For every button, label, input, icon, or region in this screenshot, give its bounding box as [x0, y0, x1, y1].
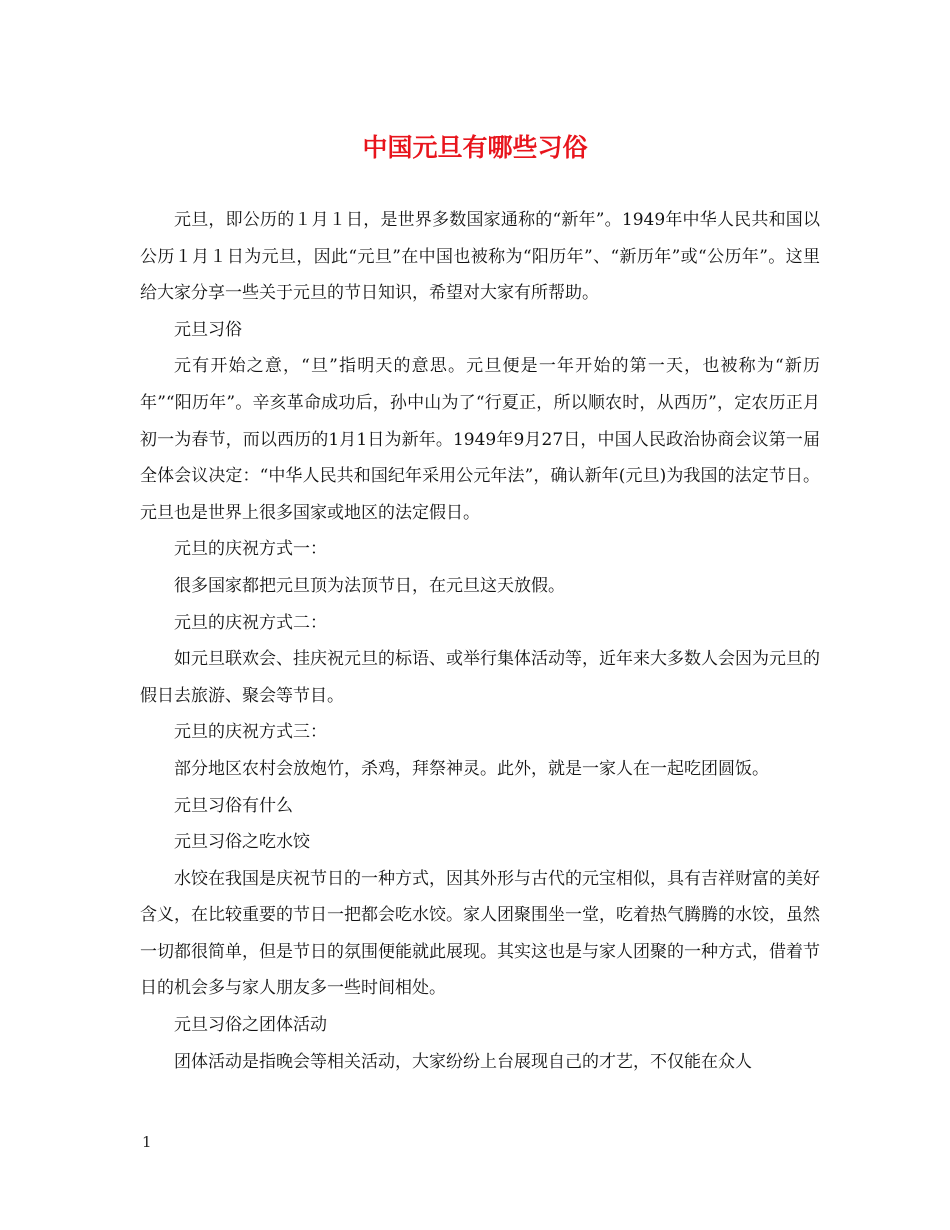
document-title: 中国元旦有哪些习俗: [362, 133, 588, 162]
heading-group-activities: 元旦习俗之团体活动: [174, 1015, 327, 1036]
heading-celebration-three: 元旦的庆祝方式三：: [174, 722, 327, 743]
heading-celebration-one: 元旦的庆祝方式一：: [174, 539, 327, 560]
heading-celebration-two: 元旦的庆祝方式二：: [174, 612, 327, 633]
paragraph-dumplings: 水饺在我国是庆祝节日的一种方式，因其外形与古代的元宝相似，具有吉祥财富的美好含义，在比较重要的节日一把都会吃水饺。家人团聚围坐一堂，吃着热气腾腾的水饺，虽然一切都很简单，但是节日的氛围便能就此展现。其实这也是与家人团聚的一种方式，借着节日的机会多与家人朋友多一些时间相处。: [140, 868, 820, 999]
paragraph-intro: 元旦，即公历的１月１日，是世界多数国家通称的“新年”。1949年中华人民共和国以公历１月１日为元旦，因此“元旦”在中国也被称为“阳历年”、“新历年”或“公历年”。这里给大家分享一些关于元旦的节日知识，希望对大家有所帮助。: [140, 210, 820, 304]
paragraph-origin: 元有开始之意，“旦”指明天的意思。元旦便是一年开始的第一天，也被称为“新历年”“阳历年”。辛亥革命成功后，孙中山为了“行夏正，所以顺农时，从西历”，定农历正月初一为春节，而以西历的1月1日为新年。1949年9月27日，中国人民政治协商会议第一届全体会议决定：“中华人民共和国纪年采用公元年法”，确认新年(元旦)为我国的法定节日。元旦也是世界上很多国家或地区的法定假日。: [140, 356, 820, 523]
heading-dumplings: 元旦习俗之吃水饺: [174, 832, 310, 853]
paragraph-celebration-one: 很多国家都把元旦顶为法顶节日，在元旦这天放假。: [174, 575, 565, 596]
paragraph-celebration-three: 部分地区农村会放炮竹，杀鸡，拜祭神灵。此外，就是一家人在一起吃团圆饭。: [174, 758, 769, 779]
page-number: 1: [142, 1133, 152, 1151]
paragraph-celebration-two: 如元旦联欢会、挂庆祝元旦的标语、或举行集体活动等，近年来大多数人会因为元旦的假日去旅游、聚会等节目。: [140, 649, 820, 706]
paragraph-group-activities: 团体活动是指晚会等相关活动，大家纷纷上台展现自己的才艺，不仅能在众人: [174, 1051, 752, 1072]
document-body: [140, 202, 820, 1080]
heading-yuandan-customs: 元旦习俗: [174, 319, 242, 340]
heading-what-customs: 元旦习俗有什么: [174, 795, 293, 816]
